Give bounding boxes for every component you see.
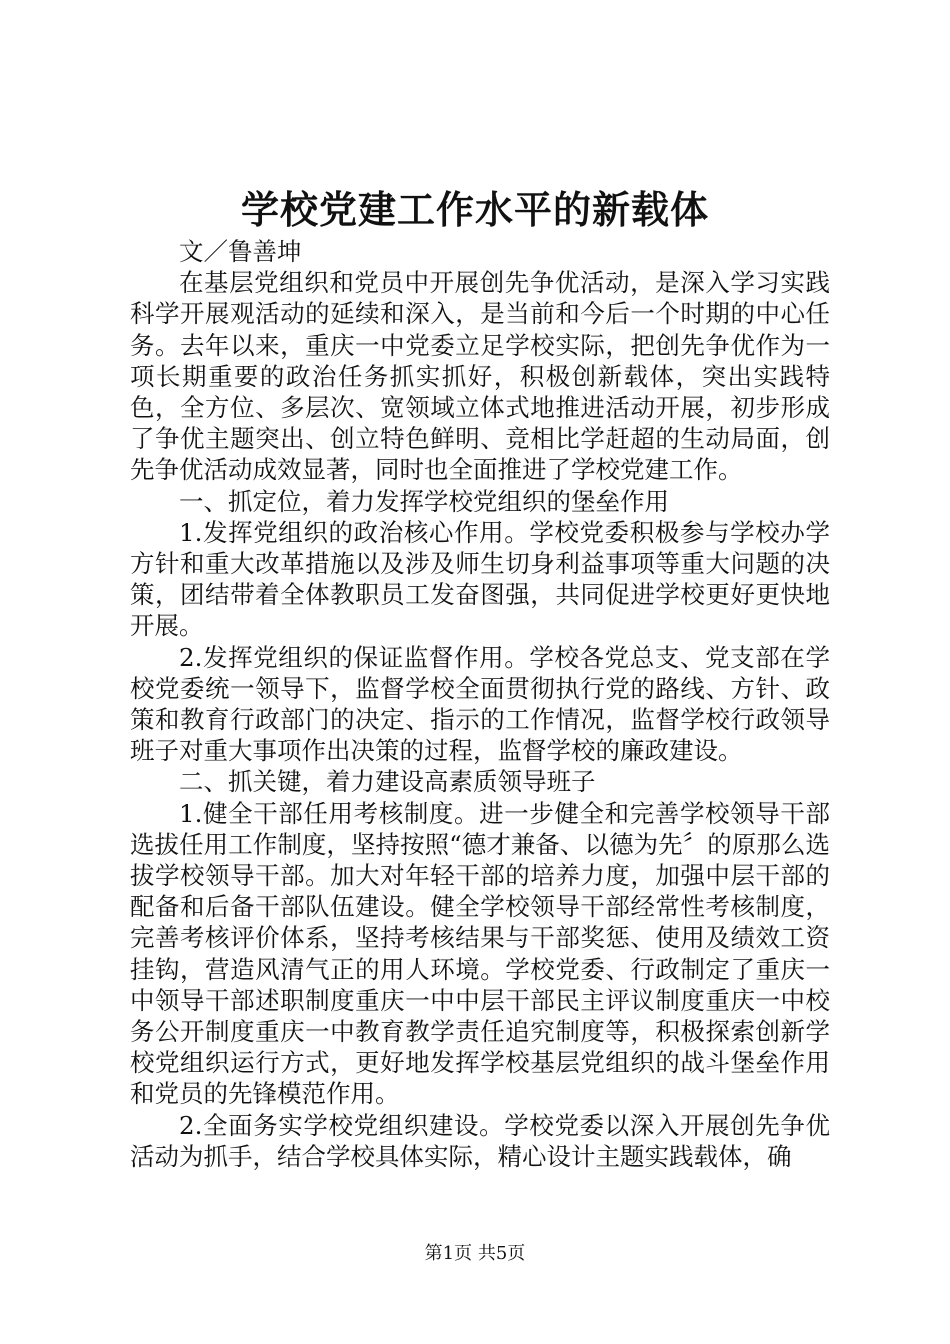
page-number-footer: 第1页 共5页 — [424, 1243, 526, 1264]
paragraph-1-2: 2.发挥党组织的保证监督作用。学校各党总支、党支部在学校党委统一领导下，监督学校全面贯彻执行党的路线、方针、政策和教育行政部门的决定、指示的工作情况，监督学校行政领导班子对重大事项作出决策的过程，监督学校的廉政建设。 — [130, 642, 830, 766]
section-heading-1: 一、抓定位，着力发挥学校党组织的堡垒作用 — [179, 486, 669, 516]
paragraph-intro: 在基层党组织和党员中开展创先争优活动，是深入学习实践科学开展观活动的延续和深入，是当前和今后一个时期的中心任务。去年以来，重庆一中党委立足学校实际，把创先争优作为一项长期重要的政治任务抓实抓好，积极创新载体，突出实践特色，全方位、多层次、宽领域立体式地推进活动开展，初步形成了争优主题突出、创立特色鲜明、竞相比学赶超的生动局面，创先争优活动成效显著，同时也全面推进了学校党建工作。 — [130, 268, 830, 485]
paragraph-2-2: 2.全面务实学校党组织建设。学校党委以深入开展创先争优活动为抓手，结合学校具体实际，精心设计主题实践载体，确 — [130, 1110, 830, 1171]
paragraph-1-1: 1.发挥党组织的政治核心作用。学校党委积极参与学校办学方针和重大改革措施以及涉及师生切身利益事项等重大问题的决策，团结带着全体教职员工发奋图强，共同促进学校更好更快地开展。 — [130, 517, 830, 641]
paragraph-2-1: 1.健全干部任用考核制度。进一步健全和完善学校领导干部选拔任用工作制度，坚持按照“德才兼备、以德为先〞的原那么选拔学校领导干部。加大对年轻干部的培养力度，加强中层干部的配备和后备干部队伍建设。健全学校领导干部经常性考核制度，完善考核评价体系，坚持考核结果与干部奖惩、使用及绩效工资挂钩，营造风清气正的用人环境。学校党委、行政制定了重庆一中领导干部述职制度重庆一中中层干部民主评议制度重庆一中校务公开制度重庆一中教育教学责任追究制度等，积极探索创新学校党组织运行方式，更好地发挥学校基层党组织的战斗堡垒作用和党员的先锋模范作用。 — [130, 798, 830, 1109]
document-title: 学校党建工作水平的新载体 — [240, 187, 709, 232]
section-heading-2: 二、抓关键，着力建设高素质领导班子 — [179, 767, 596, 797]
document-body — [130, 236, 830, 1172]
author-line: 文／鲁善坤 — [179, 237, 302, 266]
